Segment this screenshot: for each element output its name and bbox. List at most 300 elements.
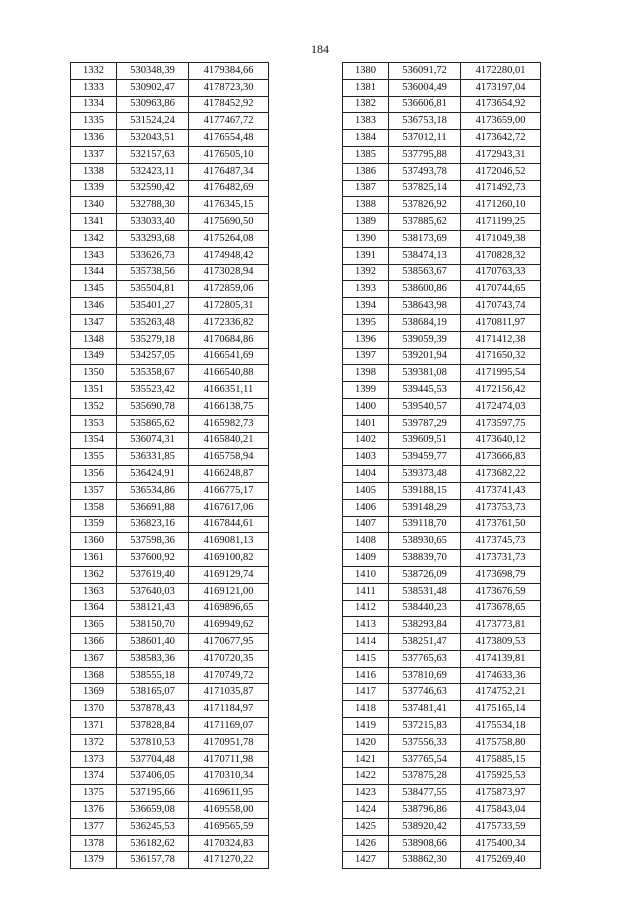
table-row bbox=[71, 365, 269, 382]
point-number-cell: 1360 bbox=[71, 533, 117, 550]
table-row bbox=[71, 533, 269, 550]
table-row bbox=[343, 163, 541, 180]
x-coordinate-cell: 539609,51 bbox=[389, 432, 461, 449]
table-row bbox=[71, 751, 269, 768]
x-coordinate-cell: 535738,56 bbox=[117, 264, 189, 281]
point-number-cell: 1359 bbox=[71, 516, 117, 533]
table-row bbox=[71, 466, 269, 483]
point-number-cell: 1391 bbox=[343, 247, 389, 264]
x-coordinate-cell: 537746,63 bbox=[389, 684, 461, 701]
table-row bbox=[343, 113, 541, 130]
y-coordinate-cell: 4174752,21 bbox=[461, 684, 541, 701]
y-coordinate-cell: 4171995,54 bbox=[461, 365, 541, 382]
x-coordinate-cell: 535865,62 bbox=[117, 415, 189, 432]
x-coordinate-cell: 537012,11 bbox=[389, 130, 461, 147]
x-coordinate-cell: 536823,16 bbox=[117, 516, 189, 533]
x-coordinate-cell: 536424,91 bbox=[117, 466, 189, 483]
table-row bbox=[71, 146, 269, 163]
point-number-cell: 1365 bbox=[71, 617, 117, 634]
x-coordinate-cell: 533293,68 bbox=[117, 230, 189, 247]
x-coordinate-cell: 538477,55 bbox=[389, 785, 461, 802]
x-coordinate-cell: 538684,19 bbox=[389, 314, 461, 331]
table-row bbox=[343, 734, 541, 751]
y-coordinate-cell: 4177467,72 bbox=[189, 113, 269, 130]
y-coordinate-cell: 4166541,69 bbox=[189, 348, 269, 365]
point-number-cell: 1409 bbox=[343, 550, 389, 567]
x-coordinate-cell: 538440,23 bbox=[389, 600, 461, 617]
y-coordinate-cell: 4171169,07 bbox=[189, 718, 269, 735]
point-number-cell: 1410 bbox=[343, 566, 389, 583]
point-number-cell: 1341 bbox=[71, 214, 117, 231]
point-number-cell: 1426 bbox=[343, 835, 389, 852]
x-coordinate-cell: 538583,36 bbox=[117, 650, 189, 667]
y-coordinate-cell: 4173682,22 bbox=[461, 466, 541, 483]
y-coordinate-cell: 4172280,01 bbox=[461, 63, 541, 80]
y-coordinate-cell: 4173731,73 bbox=[461, 550, 541, 567]
page-number: 184 bbox=[311, 42, 329, 56]
x-coordinate-cell: 538930,65 bbox=[389, 533, 461, 550]
point-number-cell: 1340 bbox=[71, 197, 117, 214]
point-number-cell: 1381 bbox=[343, 79, 389, 96]
y-coordinate-cell: 4170828,32 bbox=[461, 247, 541, 264]
point-number-cell: 1383 bbox=[343, 113, 389, 130]
table-row bbox=[343, 751, 541, 768]
y-coordinate-cell: 4170744,65 bbox=[461, 281, 541, 298]
x-coordinate-cell: 535279,18 bbox=[117, 331, 189, 348]
table-row bbox=[71, 768, 269, 785]
y-coordinate-cell: 4173197,04 bbox=[461, 79, 541, 96]
x-coordinate-cell: 537600,92 bbox=[117, 550, 189, 567]
point-number-cell: 1334 bbox=[71, 96, 117, 113]
point-number-cell: 1358 bbox=[71, 499, 117, 516]
point-number-cell: 1347 bbox=[71, 314, 117, 331]
point-number-cell: 1361 bbox=[71, 550, 117, 567]
point-number-cell: 1363 bbox=[71, 583, 117, 600]
point-number-cell: 1355 bbox=[71, 449, 117, 466]
x-coordinate-cell: 538531,48 bbox=[389, 583, 461, 600]
point-number-cell: 1423 bbox=[343, 785, 389, 802]
x-coordinate-cell: 536074,31 bbox=[117, 432, 189, 449]
y-coordinate-cell: 4169081,13 bbox=[189, 533, 269, 550]
y-coordinate-cell: 4166248,87 bbox=[189, 466, 269, 483]
y-coordinate-cell: 4172859,06 bbox=[189, 281, 269, 298]
point-number-cell: 1389 bbox=[343, 214, 389, 231]
table-row bbox=[343, 701, 541, 718]
x-coordinate-cell: 538600,86 bbox=[389, 281, 461, 298]
table-row bbox=[343, 550, 541, 567]
y-coordinate-cell: 4170720,35 bbox=[189, 650, 269, 667]
y-coordinate-cell: 4176482,69 bbox=[189, 180, 269, 197]
table-row bbox=[71, 818, 269, 835]
x-coordinate-cell: 538555,18 bbox=[117, 667, 189, 684]
y-coordinate-cell: 4175873,97 bbox=[461, 785, 541, 802]
table-row bbox=[71, 802, 269, 819]
y-coordinate-cell: 4176487,34 bbox=[189, 163, 269, 180]
point-number-cell: 1401 bbox=[343, 415, 389, 432]
point-number-cell: 1384 bbox=[343, 130, 389, 147]
x-coordinate-cell: 536691,88 bbox=[117, 499, 189, 516]
y-coordinate-cell: 4165982,73 bbox=[189, 415, 269, 432]
y-coordinate-cell: 4175165,14 bbox=[461, 701, 541, 718]
point-number-cell: 1398 bbox=[343, 365, 389, 382]
y-coordinate-cell: 4173028,94 bbox=[189, 264, 269, 281]
table-row bbox=[343, 432, 541, 449]
y-coordinate-cell: 4179384,66 bbox=[189, 63, 269, 80]
x-coordinate-cell: 536331,85 bbox=[117, 449, 189, 466]
x-coordinate-cell: 539148,29 bbox=[389, 499, 461, 516]
x-coordinate-cell: 537810,69 bbox=[389, 667, 461, 684]
table-row bbox=[71, 264, 269, 281]
x-coordinate-cell: 532423,11 bbox=[117, 163, 189, 180]
point-number-cell: 1379 bbox=[71, 852, 117, 869]
x-coordinate-cell: 537195,66 bbox=[117, 785, 189, 802]
y-coordinate-cell: 4176554,48 bbox=[189, 130, 269, 147]
y-coordinate-cell: 4172156,42 bbox=[461, 382, 541, 399]
table-row bbox=[343, 583, 541, 600]
x-coordinate-cell: 539787,29 bbox=[389, 415, 461, 432]
point-number-cell: 1377 bbox=[71, 818, 117, 835]
table-row bbox=[343, 533, 541, 550]
y-coordinate-cell: 4175690,50 bbox=[189, 214, 269, 231]
table-row bbox=[71, 432, 269, 449]
table-row bbox=[71, 298, 269, 315]
point-number-cell: 1422 bbox=[343, 768, 389, 785]
y-coordinate-cell: 4171199,25 bbox=[461, 214, 541, 231]
x-coordinate-cell: 537640,03 bbox=[117, 583, 189, 600]
point-number-cell: 1382 bbox=[343, 96, 389, 113]
y-coordinate-cell: 4175400,34 bbox=[461, 835, 541, 852]
table-row bbox=[343, 600, 541, 617]
point-number-cell: 1342 bbox=[71, 230, 117, 247]
x-coordinate-cell: 537825,14 bbox=[389, 180, 461, 197]
y-coordinate-cell: 4170711,98 bbox=[189, 751, 269, 768]
table-row bbox=[71, 684, 269, 701]
y-coordinate-cell: 4175264,08 bbox=[189, 230, 269, 247]
y-coordinate-cell: 4169611,95 bbox=[189, 785, 269, 802]
point-number-cell: 1392 bbox=[343, 264, 389, 281]
x-coordinate-cell: 538643,98 bbox=[389, 298, 461, 315]
table-row bbox=[71, 667, 269, 684]
table-row bbox=[343, 298, 541, 315]
y-coordinate-cell: 4173678,65 bbox=[461, 600, 541, 617]
y-coordinate-cell: 4172046,52 bbox=[461, 163, 541, 180]
y-coordinate-cell: 4173640,12 bbox=[461, 432, 541, 449]
point-number-cell: 1372 bbox=[71, 734, 117, 751]
table-row bbox=[71, 348, 269, 365]
point-number-cell: 1399 bbox=[343, 382, 389, 399]
x-coordinate-cell: 538601,40 bbox=[117, 634, 189, 651]
point-number-cell: 1411 bbox=[343, 583, 389, 600]
point-number-cell: 1366 bbox=[71, 634, 117, 651]
point-number-cell: 1390 bbox=[343, 230, 389, 247]
y-coordinate-cell: 4173659,00 bbox=[461, 113, 541, 130]
y-coordinate-cell: 4175843,04 bbox=[461, 802, 541, 819]
table-row bbox=[343, 566, 541, 583]
point-number-cell: 1344 bbox=[71, 264, 117, 281]
y-coordinate-cell: 4175925,53 bbox=[461, 768, 541, 785]
table-row bbox=[343, 314, 541, 331]
y-coordinate-cell: 4166351,11 bbox=[189, 382, 269, 399]
x-coordinate-cell: 536606,81 bbox=[389, 96, 461, 113]
x-coordinate-cell: 536182,62 bbox=[117, 835, 189, 852]
y-coordinate-cell: 4176505,10 bbox=[189, 146, 269, 163]
x-coordinate-cell: 537556,33 bbox=[389, 734, 461, 751]
table-row bbox=[71, 63, 269, 80]
point-number-cell: 1408 bbox=[343, 533, 389, 550]
x-coordinate-cell: 538908,66 bbox=[389, 835, 461, 852]
x-coordinate-cell: 534257,05 bbox=[117, 348, 189, 365]
x-coordinate-cell: 538726,09 bbox=[389, 566, 461, 583]
y-coordinate-cell: 4166540,88 bbox=[189, 365, 269, 382]
point-number-cell: 1397 bbox=[343, 348, 389, 365]
y-coordinate-cell: 4178723,30 bbox=[189, 79, 269, 96]
point-number-cell: 1388 bbox=[343, 197, 389, 214]
x-coordinate-cell: 535690,78 bbox=[117, 398, 189, 415]
table-row bbox=[71, 718, 269, 735]
y-coordinate-cell: 4175885,15 bbox=[461, 751, 541, 768]
point-number-cell: 1380 bbox=[343, 63, 389, 80]
y-coordinate-cell: 4175534,18 bbox=[461, 718, 541, 735]
y-coordinate-cell: 4171184,97 bbox=[189, 701, 269, 718]
y-coordinate-cell: 4170743,74 bbox=[461, 298, 541, 315]
x-coordinate-cell: 535504,81 bbox=[117, 281, 189, 298]
y-coordinate-cell: 4174633,36 bbox=[461, 667, 541, 684]
table-row bbox=[343, 197, 541, 214]
point-number-cell: 1343 bbox=[71, 247, 117, 264]
x-coordinate-cell: 538165,07 bbox=[117, 684, 189, 701]
y-coordinate-cell: 4173745,73 bbox=[461, 533, 541, 550]
point-number-cell: 1402 bbox=[343, 432, 389, 449]
table-row bbox=[343, 398, 541, 415]
table-row bbox=[71, 701, 269, 718]
y-coordinate-cell: 4171650,32 bbox=[461, 348, 541, 365]
y-coordinate-cell: 4170749,72 bbox=[189, 667, 269, 684]
table-row bbox=[343, 785, 541, 802]
y-coordinate-cell: 4173753,73 bbox=[461, 499, 541, 516]
point-number-cell: 1425 bbox=[343, 818, 389, 835]
table-row bbox=[71, 566, 269, 583]
table-row bbox=[71, 398, 269, 415]
point-number-cell: 1424 bbox=[343, 802, 389, 819]
point-number-cell: 1357 bbox=[71, 482, 117, 499]
y-coordinate-cell: 4170324,83 bbox=[189, 835, 269, 852]
y-coordinate-cell: 4175758,80 bbox=[461, 734, 541, 751]
y-coordinate-cell: 4173773,81 bbox=[461, 617, 541, 634]
point-number-cell: 1421 bbox=[343, 751, 389, 768]
table-row bbox=[343, 281, 541, 298]
x-coordinate-cell: 537795,88 bbox=[389, 146, 461, 163]
table-row bbox=[343, 835, 541, 852]
point-number-cell: 1354 bbox=[71, 432, 117, 449]
x-coordinate-cell: 538563,67 bbox=[389, 264, 461, 281]
point-number-cell: 1414 bbox=[343, 634, 389, 651]
table-row bbox=[343, 230, 541, 247]
x-coordinate-cell: 538251,47 bbox=[389, 634, 461, 651]
x-coordinate-cell: 538173,69 bbox=[389, 230, 461, 247]
point-number-cell: 1407 bbox=[343, 516, 389, 533]
x-coordinate-cell: 537704,48 bbox=[117, 751, 189, 768]
point-number-cell: 1375 bbox=[71, 785, 117, 802]
point-number-cell: 1420 bbox=[343, 734, 389, 751]
x-coordinate-cell: 537406,05 bbox=[117, 768, 189, 785]
table-row bbox=[71, 113, 269, 130]
x-coordinate-cell: 536157,78 bbox=[117, 852, 189, 869]
table-row bbox=[71, 130, 269, 147]
point-number-cell: 1395 bbox=[343, 314, 389, 331]
y-coordinate-cell: 4170763,33 bbox=[461, 264, 541, 281]
table-row bbox=[71, 550, 269, 567]
table-row bbox=[343, 516, 541, 533]
table-row bbox=[71, 197, 269, 214]
x-coordinate-cell: 538474,13 bbox=[389, 247, 461, 264]
y-coordinate-cell: 4172474,03 bbox=[461, 398, 541, 415]
y-coordinate-cell: 4169565,59 bbox=[189, 818, 269, 835]
x-coordinate-cell: 537885,62 bbox=[389, 214, 461, 231]
x-coordinate-cell: 536753,18 bbox=[389, 113, 461, 130]
y-coordinate-cell: 4167617,06 bbox=[189, 499, 269, 516]
x-coordinate-cell: 538121,43 bbox=[117, 600, 189, 617]
table-row bbox=[343, 718, 541, 735]
point-number-cell: 1416 bbox=[343, 667, 389, 684]
y-coordinate-cell: 4173642,72 bbox=[461, 130, 541, 147]
table-row bbox=[71, 331, 269, 348]
point-number-cell: 1415 bbox=[343, 650, 389, 667]
table-row bbox=[343, 818, 541, 835]
table-row bbox=[343, 684, 541, 701]
x-coordinate-cell: 538796,86 bbox=[389, 802, 461, 819]
y-coordinate-cell: 4174139,81 bbox=[461, 650, 541, 667]
x-coordinate-cell: 539059,39 bbox=[389, 331, 461, 348]
table-row bbox=[343, 617, 541, 634]
point-number-cell: 1337 bbox=[71, 146, 117, 163]
y-coordinate-cell: 4171260,10 bbox=[461, 197, 541, 214]
x-coordinate-cell: 537810,53 bbox=[117, 734, 189, 751]
y-coordinate-cell: 4169949,62 bbox=[189, 617, 269, 634]
point-number-cell: 1387 bbox=[343, 180, 389, 197]
point-number-cell: 1364 bbox=[71, 600, 117, 617]
x-coordinate-cell: 537828,84 bbox=[117, 718, 189, 735]
point-number-cell: 1350 bbox=[71, 365, 117, 382]
point-number-cell: 1367 bbox=[71, 650, 117, 667]
y-coordinate-cell: 4174948,42 bbox=[189, 247, 269, 264]
x-coordinate-cell: 535523,42 bbox=[117, 382, 189, 399]
x-coordinate-cell: 535263,48 bbox=[117, 314, 189, 331]
table-row bbox=[343, 415, 541, 432]
table-row bbox=[343, 348, 541, 365]
point-number-cell: 1362 bbox=[71, 566, 117, 583]
x-coordinate-cell: 539540,57 bbox=[389, 398, 461, 415]
x-coordinate-cell: 537826,92 bbox=[389, 197, 461, 214]
table-row bbox=[71, 482, 269, 499]
x-coordinate-cell: 537215,83 bbox=[389, 718, 461, 735]
table-row bbox=[71, 734, 269, 751]
y-coordinate-cell: 4173597,75 bbox=[461, 415, 541, 432]
y-coordinate-cell: 4176345,15 bbox=[189, 197, 269, 214]
y-coordinate-cell: 4166775,17 bbox=[189, 482, 269, 499]
x-coordinate-cell: 538920,42 bbox=[389, 818, 461, 835]
table-row bbox=[71, 852, 269, 869]
table-row bbox=[71, 163, 269, 180]
coordinates-table-left bbox=[70, 62, 269, 869]
point-number-cell: 1406 bbox=[343, 499, 389, 516]
table-row bbox=[71, 180, 269, 197]
point-number-cell: 1369 bbox=[71, 684, 117, 701]
table-row bbox=[71, 96, 269, 113]
table-row bbox=[343, 247, 541, 264]
y-coordinate-cell: 4173654,92 bbox=[461, 96, 541, 113]
point-number-cell: 1413 bbox=[343, 617, 389, 634]
table-row bbox=[71, 449, 269, 466]
table-row bbox=[71, 79, 269, 96]
point-number-cell: 1346 bbox=[71, 298, 117, 315]
table-row bbox=[71, 516, 269, 533]
table-row bbox=[343, 852, 541, 869]
point-number-cell: 1370 bbox=[71, 701, 117, 718]
point-number-cell: 1418 bbox=[343, 701, 389, 718]
x-coordinate-cell: 537493,78 bbox=[389, 163, 461, 180]
point-number-cell: 1345 bbox=[71, 281, 117, 298]
y-coordinate-cell: 4175269,40 bbox=[461, 852, 541, 869]
point-number-cell: 1335 bbox=[71, 113, 117, 130]
point-number-cell: 1412 bbox=[343, 600, 389, 617]
x-coordinate-cell: 539373,48 bbox=[389, 466, 461, 483]
y-coordinate-cell: 4167844,61 bbox=[189, 516, 269, 533]
x-coordinate-cell: 537875,28 bbox=[389, 768, 461, 785]
y-coordinate-cell: 4171049,38 bbox=[461, 230, 541, 247]
y-coordinate-cell: 4172943,31 bbox=[461, 146, 541, 163]
x-coordinate-cell: 539459,77 bbox=[389, 449, 461, 466]
x-coordinate-cell: 539445,53 bbox=[389, 382, 461, 399]
point-number-cell: 1376 bbox=[71, 802, 117, 819]
x-coordinate-cell: 536004,49 bbox=[389, 79, 461, 96]
y-coordinate-cell: 4170310,34 bbox=[189, 768, 269, 785]
point-number-cell: 1378 bbox=[71, 835, 117, 852]
point-number-cell: 1427 bbox=[343, 852, 389, 869]
table-row bbox=[71, 617, 269, 634]
point-number-cell: 1351 bbox=[71, 382, 117, 399]
y-coordinate-cell: 4170811,97 bbox=[461, 314, 541, 331]
x-coordinate-cell: 538839,70 bbox=[389, 550, 461, 567]
point-number-cell: 1338 bbox=[71, 163, 117, 180]
table-row bbox=[71, 247, 269, 264]
y-coordinate-cell: 4169100,82 bbox=[189, 550, 269, 567]
y-coordinate-cell: 4173741,43 bbox=[461, 482, 541, 499]
x-coordinate-cell: 537878,43 bbox=[117, 701, 189, 718]
x-coordinate-cell: 530902,47 bbox=[117, 79, 189, 96]
x-coordinate-cell: 536091,72 bbox=[389, 63, 461, 80]
point-number-cell: 1374 bbox=[71, 768, 117, 785]
table-row bbox=[343, 96, 541, 113]
point-number-cell: 1393 bbox=[343, 281, 389, 298]
table-row bbox=[71, 499, 269, 516]
y-coordinate-cell: 4172805,31 bbox=[189, 298, 269, 315]
y-coordinate-cell: 4171270,22 bbox=[189, 852, 269, 869]
table-row bbox=[343, 264, 541, 281]
y-coordinate-cell: 4171412,38 bbox=[461, 331, 541, 348]
table-row bbox=[343, 667, 541, 684]
point-number-cell: 1348 bbox=[71, 331, 117, 348]
point-number-cell: 1405 bbox=[343, 482, 389, 499]
point-number-cell: 1368 bbox=[71, 667, 117, 684]
table-row bbox=[343, 802, 541, 819]
y-coordinate-cell: 4169896,65 bbox=[189, 600, 269, 617]
point-number-cell: 1352 bbox=[71, 398, 117, 415]
y-coordinate-cell: 4166138,75 bbox=[189, 398, 269, 415]
table-row bbox=[343, 130, 541, 147]
table-row bbox=[343, 768, 541, 785]
point-number-cell: 1385 bbox=[343, 146, 389, 163]
y-coordinate-cell: 4173809,53 bbox=[461, 634, 541, 651]
